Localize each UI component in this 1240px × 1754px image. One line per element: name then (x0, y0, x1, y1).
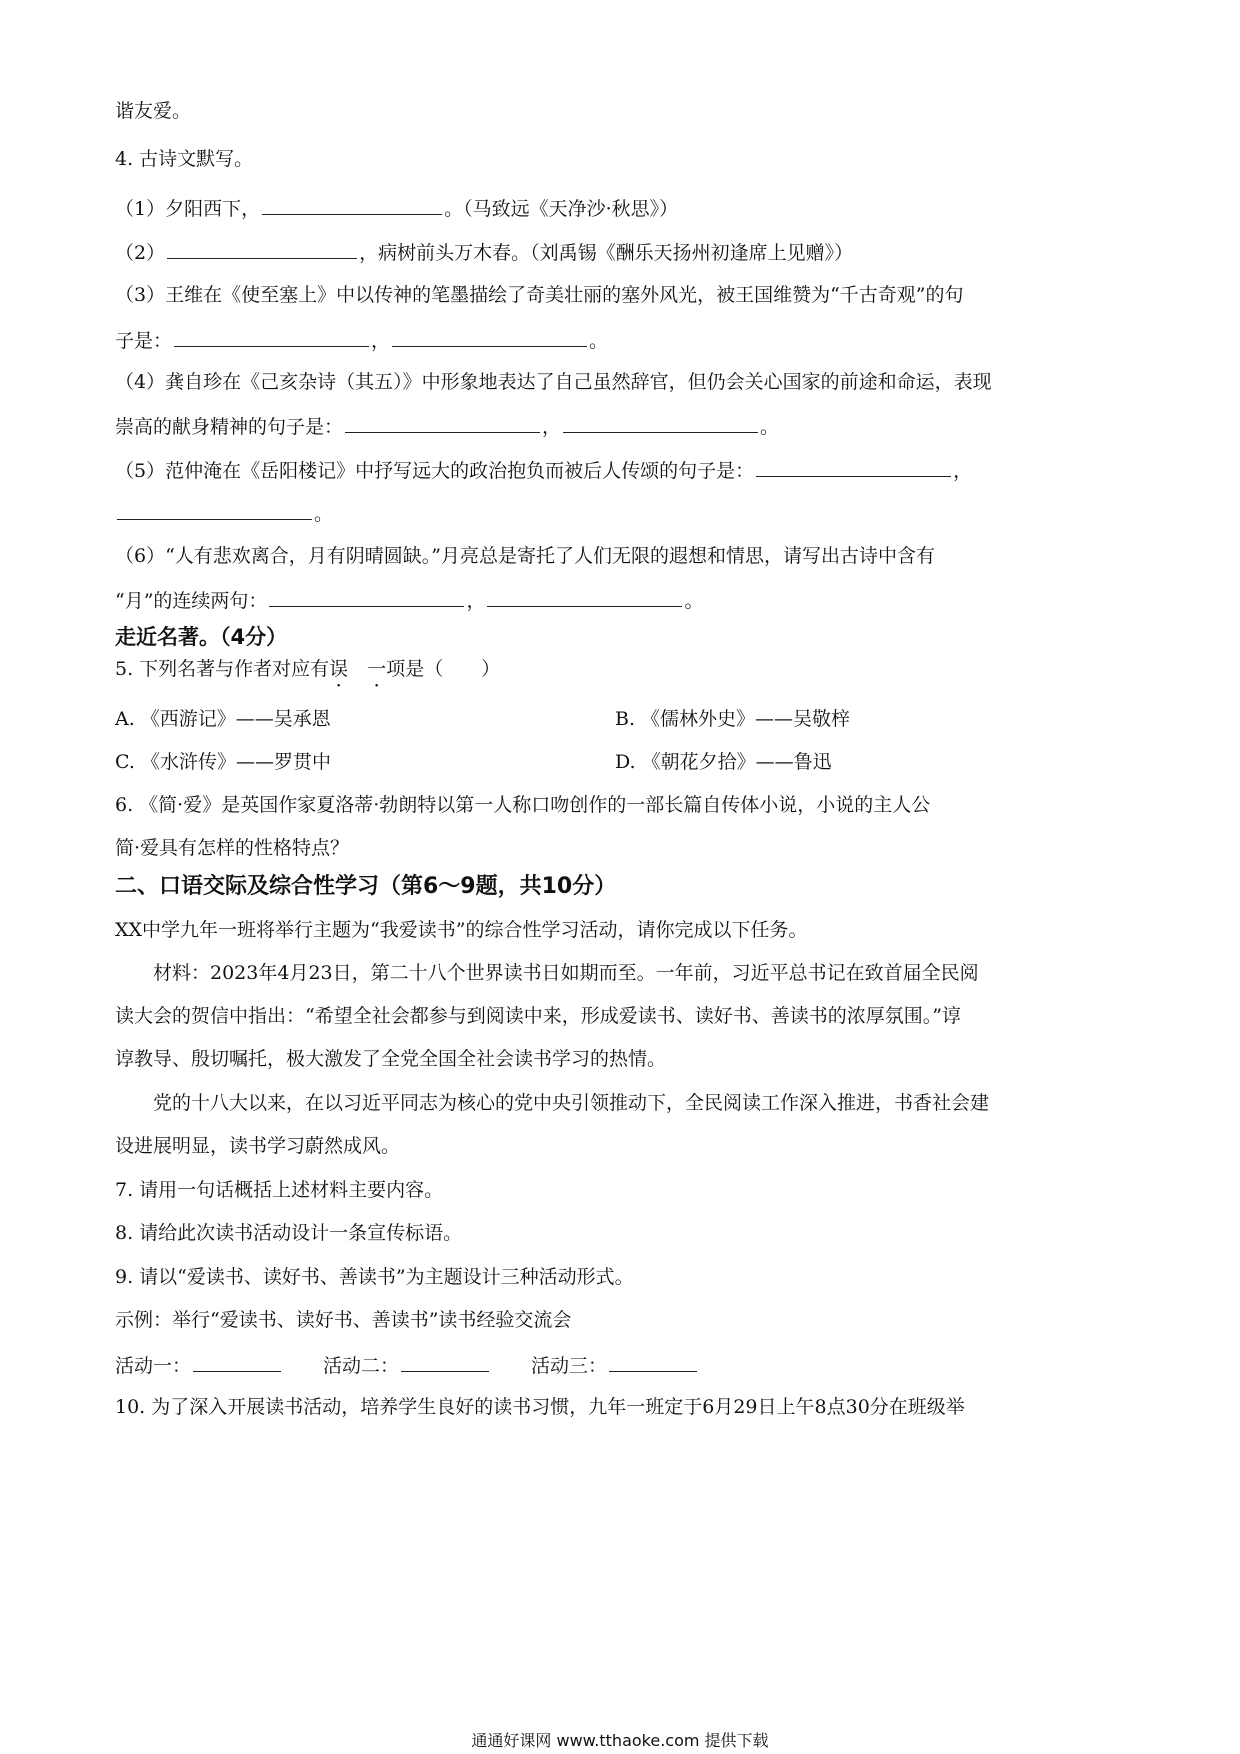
text: 。 (314, 503, 334, 525)
answer-blank[interactable] (756, 456, 951, 477)
activity-1-label: 活动一： (115, 1355, 192, 1377)
text: ， (371, 330, 391, 352)
question-10: 10. 为了深入开展读书活动，培养学生良好的读书习惯，九年一班定于6月29日上午8点30分在班级举 (115, 1396, 965, 1418)
answer-blank[interactable] (167, 238, 357, 259)
activity-3-label: 活动三： (531, 1355, 608, 1377)
question-4-5-line1 (115, 456, 972, 484)
question-7: 7. 请用一句话概括上述材料主要内容。 (115, 1179, 444, 1201)
question-4-1 (115, 194, 678, 222)
footer-watermark: 通通好课网 www.tthaoke.com 提供下载 (471, 1731, 769, 1750)
text: ，病树前头万木春。（刘禹锡《酬乐天扬州初逢席上见赠》） (359, 242, 854, 264)
answer-blank[interactable] (117, 499, 312, 520)
question-6-line2: 简·爱具有怎样的性格特点？ (115, 837, 350, 859)
question-4-6-line1: （6）“人有悲欢离合，月有阴晴圆缺。”月亮总是寄托了人们无限的遐想和情思，请写出古诗中含有 (115, 545, 936, 567)
text: （1）夕阳西下， (115, 198, 261, 220)
answer-blank[interactable] (392, 326, 587, 347)
activity-2-blank[interactable] (401, 1351, 489, 1372)
text-line: 谐友爱。 (115, 100, 192, 122)
option-b: B. 《儒林外史》——吴敬梓 (615, 708, 851, 730)
question-9: 9. 请以“爱读书、读好书、善读书”为主题设计三种活动形式。 (115, 1266, 634, 1288)
material-line: 设进展明显，读书学习蔚然成风。 (115, 1135, 401, 1157)
question-4-title: 4. 古诗文默写。 (115, 148, 254, 170)
material-line: 谆教导、殷切嘱托，极大激发了全党全国全社会读书学习的热情。 (115, 1048, 667, 1070)
text: 。 (589, 330, 609, 352)
answer-blank[interactable] (563, 412, 758, 433)
answer-blank[interactable] (345, 412, 540, 433)
question-4-5-line2 (115, 499, 333, 527)
text: ， (542, 416, 562, 438)
text: 崇高的献身精神的句子是： (115, 416, 344, 438)
emphasis-char: 一 (367, 658, 387, 680)
option-a: A. 《西游记》——吴承恩 (115, 708, 331, 730)
text: 5. 下列名著与作者对应有 (115, 658, 330, 680)
text: 。（马致远《天净沙·秋思》） (444, 198, 679, 220)
question-4-2 (115, 238, 853, 266)
text: （5）范仲淹在《岳阳楼记》中抒写远大的政治抱负而被后人传颂的句子是： (115, 460, 755, 482)
text: ， (953, 460, 973, 482)
question-4-4-line2 (115, 412, 779, 440)
question-8: 8. 请给此次读书活动设计一条宣传标语。 (115, 1222, 463, 1244)
question-5 (115, 656, 500, 682)
activity-3-blank[interactable] (609, 1351, 697, 1372)
emphasis-char: 误 (329, 658, 349, 680)
intro-text: XX中学九年一班将举行主题为“我爱读书”的综合性学习活动，请你完成以下任务。 (115, 919, 808, 941)
answer-blank[interactable] (262, 194, 442, 215)
example-text: 示例：举行“爱读书、读好书、善读书”读书经验交流会 (115, 1309, 572, 1331)
material-line: 党的十八大以来，在以习近平同志为核心的党中央引领推动下，全民阅读工作深入推进，书香社会建 (153, 1092, 990, 1114)
section-heading-2: 二、口语交际及综合性学习（第6～9题，共10分） (115, 874, 617, 899)
text: 。 (760, 416, 780, 438)
question-4-3-line1: （3）王维在《使至塞上》中以传神的笔墨描绘了奇美壮丽的塞外风光，被王国维赞为“千古奇观”的句 (115, 284, 964, 306)
section-heading-classics: 走近名著。（4分） (115, 625, 288, 649)
activities-row (115, 1351, 699, 1379)
option-d: D. 《朝花夕拾》——鲁迅 (615, 751, 832, 773)
text: （2） (115, 242, 166, 264)
text: 子是： (115, 330, 173, 352)
answer-blank[interactable] (487, 586, 682, 607)
text: ， (466, 590, 486, 612)
activity-1-blank[interactable] (193, 1351, 281, 1372)
question-4-3-line2 (115, 326, 608, 354)
text: “月”的连续两句： (115, 590, 268, 612)
answer-blank[interactable] (174, 326, 369, 347)
question-4-6-line2 (115, 586, 703, 614)
question-6-line1: 6. 《简·爱》是英国作家夏洛蒂·勃朗特以第一人称口吻创作的一部长篇自传体小说，小说的主人公 (115, 794, 931, 816)
material-line: 读大会的贺信中指出：“希望全社会都参与到阅读中来，形成爱读书、读好书、善读书的浓厚氛围。”谆 (115, 1005, 961, 1027)
activity-2-label: 活动二： (323, 1355, 400, 1377)
text: 。 (684, 590, 704, 612)
answer-blank[interactable] (269, 586, 464, 607)
question-4-4-line1: （4）龚自珍在《己亥杂诗（其五）》中形象地表达了自己虽然辞官，但仍会关心国家的前途和命运，表现 (115, 371, 992, 393)
text: 项是（ ） (386, 658, 501, 680)
material-line: 材料：2023年4月23日，第二十八个世界读书日如期而至。一年前，习近平总书记在致首届全民阅 (153, 962, 979, 984)
option-c: C. 《水浒传》——罗贯中 (115, 751, 331, 773)
